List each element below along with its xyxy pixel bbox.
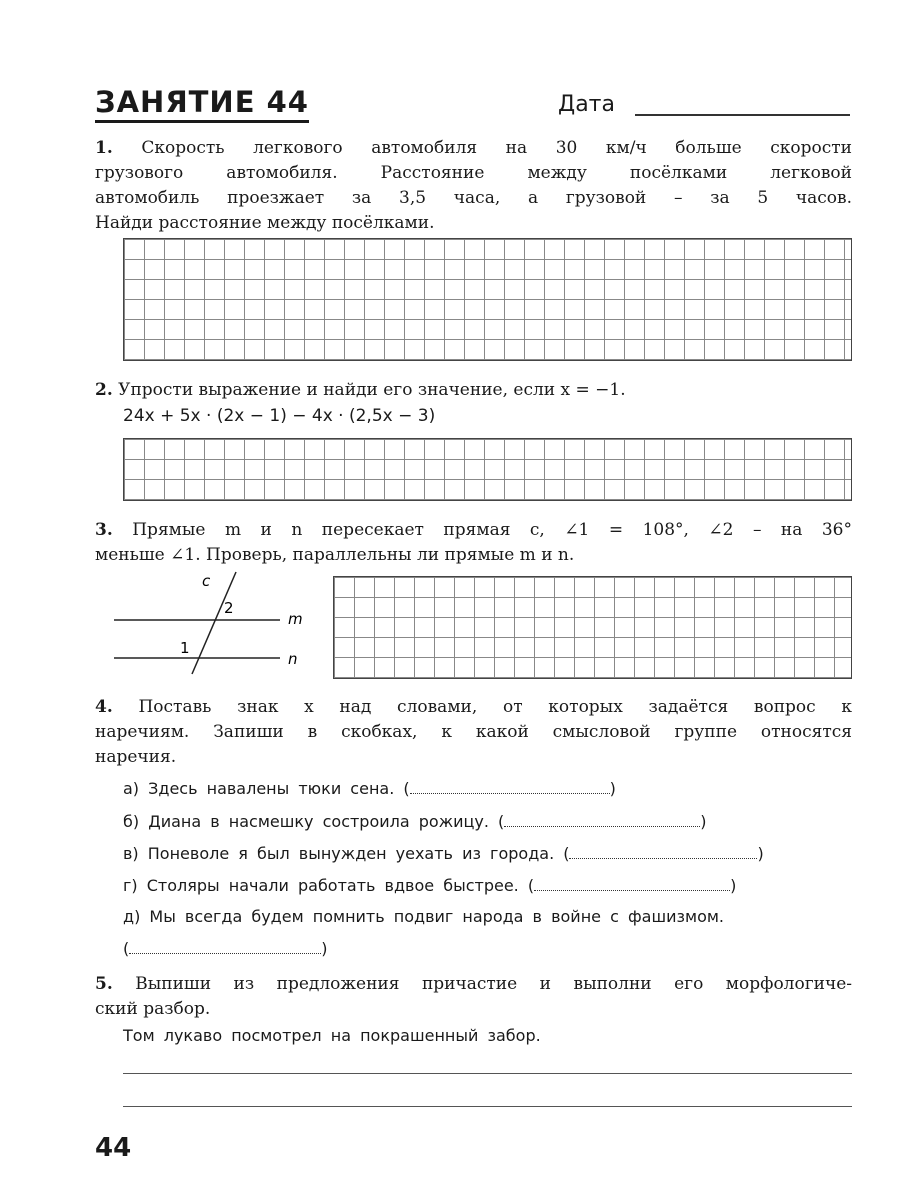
task-1-line-1: 1. Скорость легкового автомобиля на 30 км/ч больше скорости bbox=[95, 138, 853, 158]
task-5-line-1: 5. Выпиши из предложения причастие и выполни его морфологиче- bbox=[95, 974, 852, 994]
answer-blank-a[interactable] bbox=[410, 779, 610, 794]
task-3-line-2: меньше ∠1. Проверь, параллельны ли прямые m и n. bbox=[95, 545, 575, 565]
task-4-line-2: наречиям. Запиши в скобках, к какой смысловой группе относятся bbox=[95, 722, 852, 742]
page-number: 44 bbox=[95, 1133, 132, 1163]
answer-blank-g[interactable] bbox=[534, 876, 730, 891]
label-c: c bbox=[202, 572, 211, 590]
task-4-line-3: наречия. bbox=[95, 747, 177, 767]
lines-figure bbox=[110, 570, 320, 680]
task-4-item-g: г) Столяры начали работать вдвое быстрее. ( ) bbox=[123, 876, 737, 895]
task-5-number: 5. bbox=[95, 974, 113, 994]
task-1-line-4: Найди расстояние между посёлками. bbox=[95, 213, 435, 233]
date-input-line[interactable] bbox=[635, 114, 850, 116]
task-1-line-2: грузового автомобиля. Расстояние между посёлками легковой bbox=[95, 163, 852, 183]
task-4-number: 4. bbox=[95, 697, 113, 717]
task-4-item-d: д) Мы всегда будем помнить подвиг народа в войне с фашизмом. bbox=[123, 907, 725, 926]
answer-line-1[interactable] bbox=[123, 1073, 852, 1074]
task-2-line: 2. Упрости выражение и найди его значение, если x = −1. bbox=[95, 380, 626, 400]
task-1-number: 1. bbox=[95, 138, 113, 158]
task-5-line-2: ский разбор. bbox=[95, 999, 211, 1019]
task-4-line-1: 4. Поставь знак x над словами, от которых задаётся вопрос к bbox=[95, 697, 852, 717]
label-angle-1: 1 bbox=[180, 639, 190, 657]
answer-blank-v[interactable] bbox=[569, 844, 757, 859]
label-angle-2: 2 bbox=[224, 599, 234, 617]
answer-blank-d[interactable] bbox=[129, 939, 321, 954]
label-m: m bbox=[288, 610, 303, 628]
task-4-item-b: б) Диана в насмешку состроила рожицу. ( ) bbox=[123, 812, 707, 831]
task-4-item-d-answer: ( ) bbox=[123, 939, 328, 958]
task-4-item-v: в) Поневоле я был вынужден уехать из города. ( ) bbox=[123, 844, 764, 863]
task-2-number: 2. bbox=[95, 380, 113, 400]
task-4 bbox=[95, 695, 852, 770]
task-2 bbox=[95, 378, 852, 403]
task-5 bbox=[95, 972, 852, 1022]
task-3-number: 3. bbox=[95, 520, 113, 540]
task-3 bbox=[95, 518, 852, 568]
task-5-sentence: Том лукаво посмотрел на покрашенный забор. bbox=[123, 1026, 541, 1045]
lesson-title: ЗАНЯТИЕ 44 bbox=[95, 86, 309, 123]
task-1-line-3: автомобиль проезжает за 3,5 часа, а грузовой – за 5 часов. bbox=[95, 188, 852, 208]
task-2-expression: 24x + 5x · (2x − 1) − 4x · (2,5x − 3) bbox=[123, 406, 436, 426]
task-4-item-a: а) Здесь навалены тюки сена. ( ) bbox=[123, 779, 616, 798]
label-n: n bbox=[288, 650, 298, 668]
answer-blank-b[interactable] bbox=[504, 812, 700, 827]
answer-grid-3[interactable] bbox=[333, 576, 852, 679]
date-label: Дата bbox=[558, 92, 615, 117]
task-1 bbox=[95, 136, 852, 236]
answer-line-2[interactable] bbox=[123, 1106, 852, 1107]
task-3-line-1: 3. Прямые m и n пересекает прямая c, ∠1 = 108°, ∠2 – на 36° bbox=[95, 520, 853, 540]
answer-grid-1[interactable] bbox=[123, 238, 852, 361]
answer-grid-2[interactable] bbox=[123, 438, 852, 501]
